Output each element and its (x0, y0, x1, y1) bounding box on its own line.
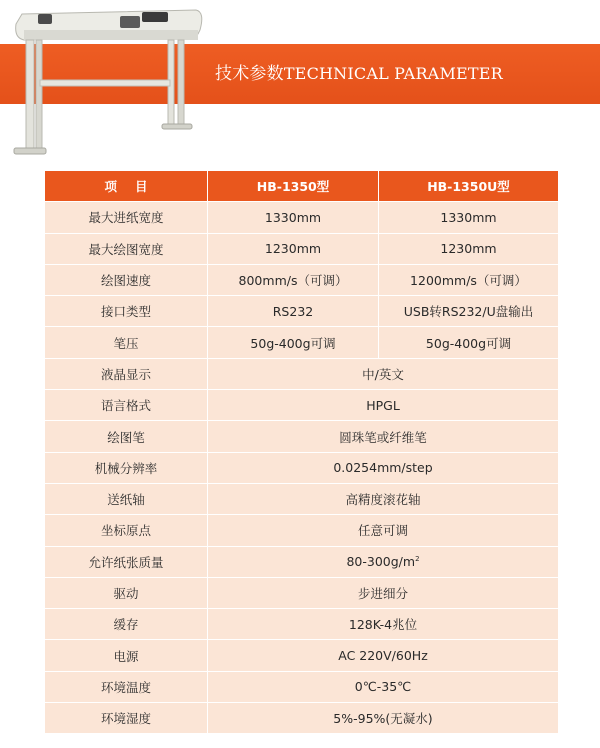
row-value: AC 220V/60Hz (208, 640, 559, 671)
row-value: 5%-95%(无凝水) (208, 703, 559, 734)
table-row (45, 327, 559, 358)
row-value: 高精度滚花轴 (208, 483, 559, 514)
table-row (45, 671, 559, 702)
row-label: 液晶显示 (45, 358, 208, 389)
row-label: 语言格式 (45, 390, 208, 421)
table-row (45, 452, 559, 483)
table-row (45, 703, 559, 734)
table-row (45, 202, 559, 233)
row-value-b: 1330mm (379, 202, 559, 233)
row-value: 步进细分 (208, 577, 559, 608)
row-label: 环境温度 (45, 671, 208, 702)
table-row (45, 390, 559, 421)
row-label: 机械分辨率 (45, 452, 208, 483)
table-row (45, 296, 559, 327)
table-row (45, 609, 559, 640)
row-value-b: USB转RS232/U盘输出 (379, 296, 559, 327)
row-value: 中/英文 (208, 358, 559, 389)
row-value (208, 546, 559, 577)
row-value-a: 1230mm (208, 233, 379, 264)
row-label: 笔压 (45, 327, 208, 358)
plotter-image (0, 0, 210, 162)
spec-table (44, 170, 559, 734)
row-value: HPGL (208, 390, 559, 421)
table-row (45, 264, 559, 295)
row-value-a: 50g-400g可调 (208, 327, 379, 358)
row-label: 最大进纸宽度 (45, 202, 208, 233)
row-value: 0.0254mm/step (208, 452, 559, 483)
row-value-b: 1230mm (379, 233, 559, 264)
row-label: 缓存 (45, 609, 208, 640)
row-value: 128K-4兆位 (208, 609, 559, 640)
table-row (45, 515, 559, 546)
row-value: 0℃-35℃ (208, 671, 559, 702)
page-title-cn: 技术参数 (215, 64, 284, 84)
row-label: 送纸轴 (45, 483, 208, 514)
row-label: 最大绘图宽度 (45, 233, 208, 264)
table-row (45, 233, 559, 264)
row-label: 驱动 (45, 577, 208, 608)
row-label: 接口类型 (45, 296, 208, 327)
header-item: 项目 (45, 171, 208, 202)
header-model-b: HB-1350U型 (379, 171, 559, 202)
table-row (45, 546, 559, 577)
row-value-b: 1200mm/s（可调） (379, 264, 559, 295)
header-model-a: HB-1350型 (208, 171, 379, 202)
table-row (45, 483, 559, 514)
page-title-en: TECHNICAL PARAMETER (283, 64, 503, 83)
row-value-b: 50g-400g可调 (379, 327, 559, 358)
table-row (45, 358, 559, 389)
row-value-a: 1330mm (208, 202, 379, 233)
table-row (45, 421, 559, 452)
superscript: 2 (415, 555, 420, 564)
row-label: 环境湿度 (45, 703, 208, 734)
paper-weight-value: 80-300g/m (346, 554, 416, 570)
row-label: 坐标原点 (45, 515, 208, 546)
row-value-a: RS232 (208, 296, 379, 327)
row-value: 圆珠笔或纤维笔 (208, 421, 559, 452)
row-value-a: 800mm/s（可调） (208, 264, 379, 295)
page-title (215, 44, 503, 104)
row-label: 绘图笔 (45, 421, 208, 452)
row-label: 电源 (45, 640, 208, 671)
row-label: 允许纸张质量 (45, 546, 208, 577)
table-row (45, 577, 559, 608)
row-label: 绘图速度 (45, 264, 208, 295)
table-header-row (45, 171, 559, 202)
table-row (45, 640, 559, 671)
row-value: 任意可调 (208, 515, 559, 546)
